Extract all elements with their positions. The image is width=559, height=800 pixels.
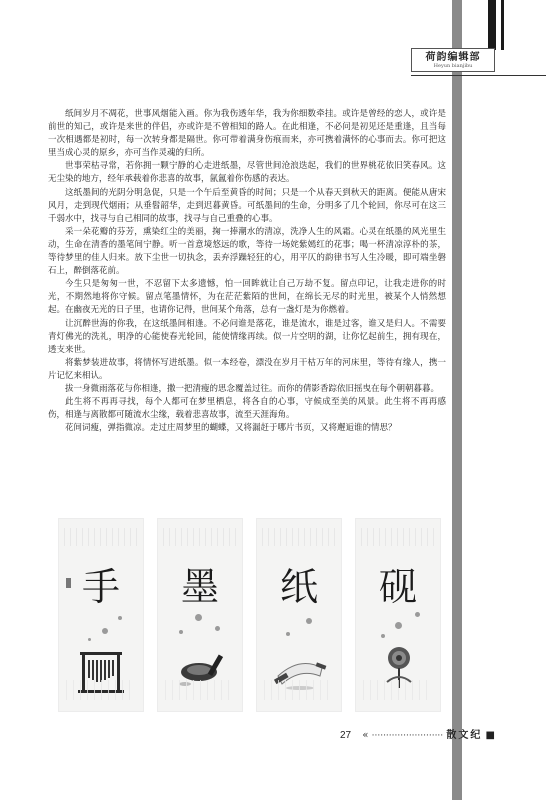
decorative-stripe bbox=[488, 0, 496, 50]
column-subtitle: Heyun bianjibu bbox=[433, 62, 473, 69]
calligraphy-character: 手 bbox=[81, 565, 120, 609]
calligraphy-illustration bbox=[58, 518, 442, 712]
header-rule bbox=[411, 75, 546, 76]
art-panel bbox=[355, 518, 441, 712]
magazine-title: 散文纪 bbox=[446, 730, 483, 741]
art-panel bbox=[157, 518, 243, 712]
decorative-vertical-bar bbox=[452, 0, 462, 800]
art-panel bbox=[58, 518, 144, 712]
footer-dots: ························· bbox=[371, 731, 444, 741]
page-number: 27 bbox=[340, 730, 352, 741]
paragraph: 今生只是匆匆一世，不忍留下太多遗憾，怕一回眸就让自己万劫不复。留点印记，让我走进你的时光，不期然地将你守候。留点笔墨情怀，为在茫茫紫陌的世间，在绵长无尽的时光里，被某个人悄然想起。在幽夜无光的日子里，也请你记得，世间某个角落，总有一盏灯是为你燃着。 bbox=[48, 279, 446, 316]
paragraph: 此生将不再再寻找，每个人都可在梦里栖息，将各自的心事，守候成至美的风景。此生将不再再感伤，相逢与离散都可随流水尘缘，载着悲喜故事，流至天涯海角。 bbox=[48, 397, 446, 421]
page-footer bbox=[340, 726, 495, 741]
footer-mark: ■ bbox=[485, 730, 495, 741]
article-body bbox=[48, 108, 446, 435]
paragraph: 采一朵花瓣的芬芳，熏染红尘的美丽，掬一捧潮水的清凉，洗净人生的风霜。心灵在纸墨的风光里生动，生命在清香的墨笔间宁静。听一首意境悠远的歌，等待一场姹紫嫣红的花事；喝一杯清凉淳朴的茶，等待梦里的佳人归来。放下尘世一切执念，丢弃浮躁轻狂的心，用平仄的韵律书写人生冷暖，即可端坐磐石上，醉倒落花前。 bbox=[48, 226, 446, 277]
paragraph: 花间词瘦，弹指微凉。走过庄周梦里的蝴蝶，又将漏赶于哪片书页，又将邂逅谁的情思？ bbox=[65, 423, 397, 434]
calligraphy-character: 砚 bbox=[378, 565, 417, 609]
decorative-stripe-thin bbox=[501, 0, 504, 50]
art-panel bbox=[256, 518, 342, 712]
paragraph: 让沉醉世海的你我，在这纸墨间相逢。不必问谁是落花，谁是流水，谁是过客，谁又是归人。不需要青灯佛光的洗礼，明净的心能使春光轮回，能使情缘再续。似一片空明的湖，让你忆起前生，拥有现在，透支来世。 bbox=[48, 318, 446, 355]
column-title: 荷韵编辑部 bbox=[425, 51, 481, 63]
paragraph: 这纸墨间的光阴分明急促，只是一个午后至黄昏的时间；只是一个从春天到秋天的距离。便能从唐宋风月，走到现代烟雨；从垂髫韶华，走到迟暮黄昏。可纸墨间的生命，分明多了几个轮回，你尽可在这三千弱水中，找寻与自己相同的故事，找寻与自己重叠的心事。 bbox=[48, 187, 446, 224]
footer-arrow: « bbox=[362, 730, 369, 741]
paragraph: 纸间岁月不凋花，世事风烟能入画。你为我伤透年华，我为你细数牵挂。或许是曾经的恋人，或许是前世的知己，或许是来世的伴侣，亦或许是不曾相知的路人。在此相逢，不必问是初见还是重逢，且当每一次相遇都是初时，每一次转身都是隔世。你可带着满身伤痕而来，亦可携着满怀的心事而去。你可把这里当成心灵的原乡，亦可当作灵魂的归所。 bbox=[48, 109, 446, 159]
paragraph: 拔一身微雨落花与你相逢，撒一把清瘦的思念覆盖过往。而你的倩影香踪依旧摇曳在每个朝朝暮暮。 bbox=[65, 383, 440, 394]
calligraphy-character: 纸 bbox=[279, 565, 318, 609]
paragraph: 世事荣枯寻常，若你拥一颗宁静的心走进纸墨，尽管世间沧浪迭起，我们的世界桃花依旧笑春风。这无尘染的地方，经年承载着你悲喜的故事，氤氲着你伤感的表达。 bbox=[48, 161, 446, 185]
column-header-box bbox=[411, 48, 495, 72]
paragraph: 将紫梦装进故事，将情怀写进纸墨。似一本经卷，漂没在岁月干枯万年的河床里，等待有缘人，携一片记忆来相认。 bbox=[48, 357, 446, 381]
calligraphy-character: 墨 bbox=[180, 565, 219, 609]
